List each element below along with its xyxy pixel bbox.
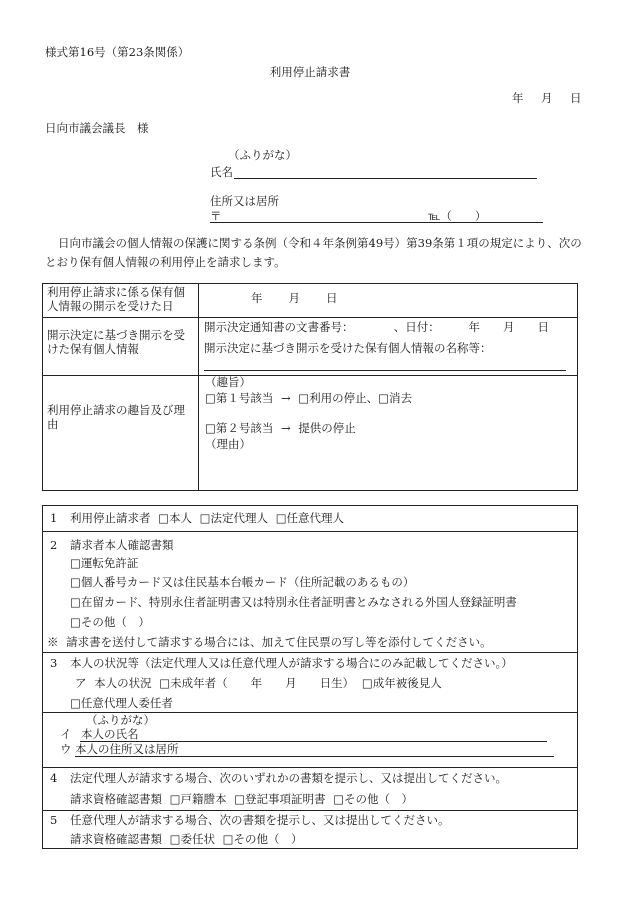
section-4-title: 法定代理人が請求する場合、次のいずれかの書類を提示し、又は提出してください。 (70, 771, 507, 785)
details-table-row-divider (42, 810, 578, 811)
principal-status-line: ア 本人の状況 □未成年者（ 年 月 日生） □成年被後見人 (75, 676, 442, 690)
section-4-number: 4 (50, 771, 58, 785)
details-table-row-divider (42, 652, 578, 653)
reason-heading: （理由） (205, 437, 251, 451)
section-5-number: 5 (50, 813, 58, 827)
principal-delegator-option: □任意代理人委任者 (70, 696, 173, 710)
principal-furigana-label: （ふりがな） (86, 713, 155, 727)
section-3-number: 3 (50, 656, 58, 670)
details-table-row-divider (42, 767, 578, 768)
disclosure-notice-line: 開示決定通知書の文書番号： 、日付： 年 月 日 (204, 320, 549, 334)
section-1-requester-type: 利用停止請求者 □本人 □法定代理人 □任意代理人 (70, 511, 345, 525)
section-3-title: 本人の状況等（法定代理人又は任意代理人が請求する場合にのみ記載してください。） (70, 656, 513, 670)
section-5-documents: 請求資格確認書類 □委任状 □その他（ ） (70, 832, 303, 846)
id-document-item: □運転免許証 (70, 556, 139, 570)
request-table-column-divider (198, 283, 199, 490)
requester-address-underline (210, 222, 543, 223)
section-5-title: 任意代理人が請求する場合、次の書類を提示し、又は提出してください。 (70, 813, 450, 827)
purpose-option-1: □第１号該当 → □利用の停止、□消去 (205, 391, 413, 405)
id-document-item: □在留カード、特別永住者証明書又は特別永住者証明書とみなされる外国人登録証明書 (70, 595, 517, 609)
requester-address-label: 住所又は居所 (210, 194, 279, 208)
request-table-row-divider (42, 375, 578, 376)
requester-name-underline (234, 178, 537, 179)
section-2-note: ※ 請求書を送付して請求する場合には、加えて住民票の写し等を添付してください。 (47, 635, 492, 649)
section-4-documents: 請求資格確認書類 □戸籍謄本 □登記事項証明書 □その他（ ） (70, 792, 414, 806)
postal-mark: 〒 (210, 209, 222, 223)
section-1-number: 1 (50, 511, 58, 525)
purpose-reason-label: 利用停止請求の趣旨及び理由 (47, 403, 185, 431)
purpose-option-2: □第２号該当 → 提供の停止 (205, 421, 356, 435)
requester-furigana-label: （ふりがな） (228, 148, 297, 162)
submission-date: 年 月 日 (512, 91, 585, 105)
principal-address-marker: ウ (60, 742, 72, 756)
disclosure-date-label: 利用停止請求に係る保有個人情報の開示を受けた日 (47, 285, 185, 313)
principal-address-underline (75, 756, 554, 757)
intro-line-2: とおり保有個人情報の利用停止を請求します。 (45, 255, 286, 269)
principal-name-marker: イ (60, 727, 72, 741)
disclosure-date-value: 年 月 日 (251, 291, 339, 305)
intro-line-1: 日向市議会の個人情報の保護に関する条例（令和４年条例第49号）第39条第１項の規定により、次の (58, 236, 582, 250)
purpose-heading: （趣旨） (205, 375, 251, 389)
addressee: 日向市議会議長 様 (45, 121, 149, 135)
telephone-label: ℡（ ） (428, 209, 487, 223)
id-document-item: □個人番号カード又は住民基本台帳カード（住所記載のあるもの） (70, 575, 415, 589)
section-2-title: 請求者本人確認書類 (70, 538, 174, 552)
request-table (42, 283, 578, 491)
details-table-row-divider (42, 531, 578, 532)
disclosed-info-name-line: 開示決定に基づき開示を受けた保有個人情報の名称等： (204, 341, 492, 355)
request-table-row-divider (42, 317, 578, 318)
disclosed-info-label: 開示決定に基づき開示を受けた保有個人情報 (47, 328, 185, 356)
id-document-item: □その他（ ） (70, 615, 150, 629)
disclosed-info-name-underline (204, 370, 566, 371)
form-number: 様式第16号（第23条関係） (45, 45, 190, 59)
section-2-number: 2 (50, 538, 58, 552)
requester-name-label: 氏名 (210, 165, 233, 179)
principal-name-label: 本人の氏名 (81, 727, 139, 741)
principal-address-label: 本人の住所又は居所 (75, 742, 179, 756)
document-title: 利用停止請求書 (269, 65, 351, 79)
